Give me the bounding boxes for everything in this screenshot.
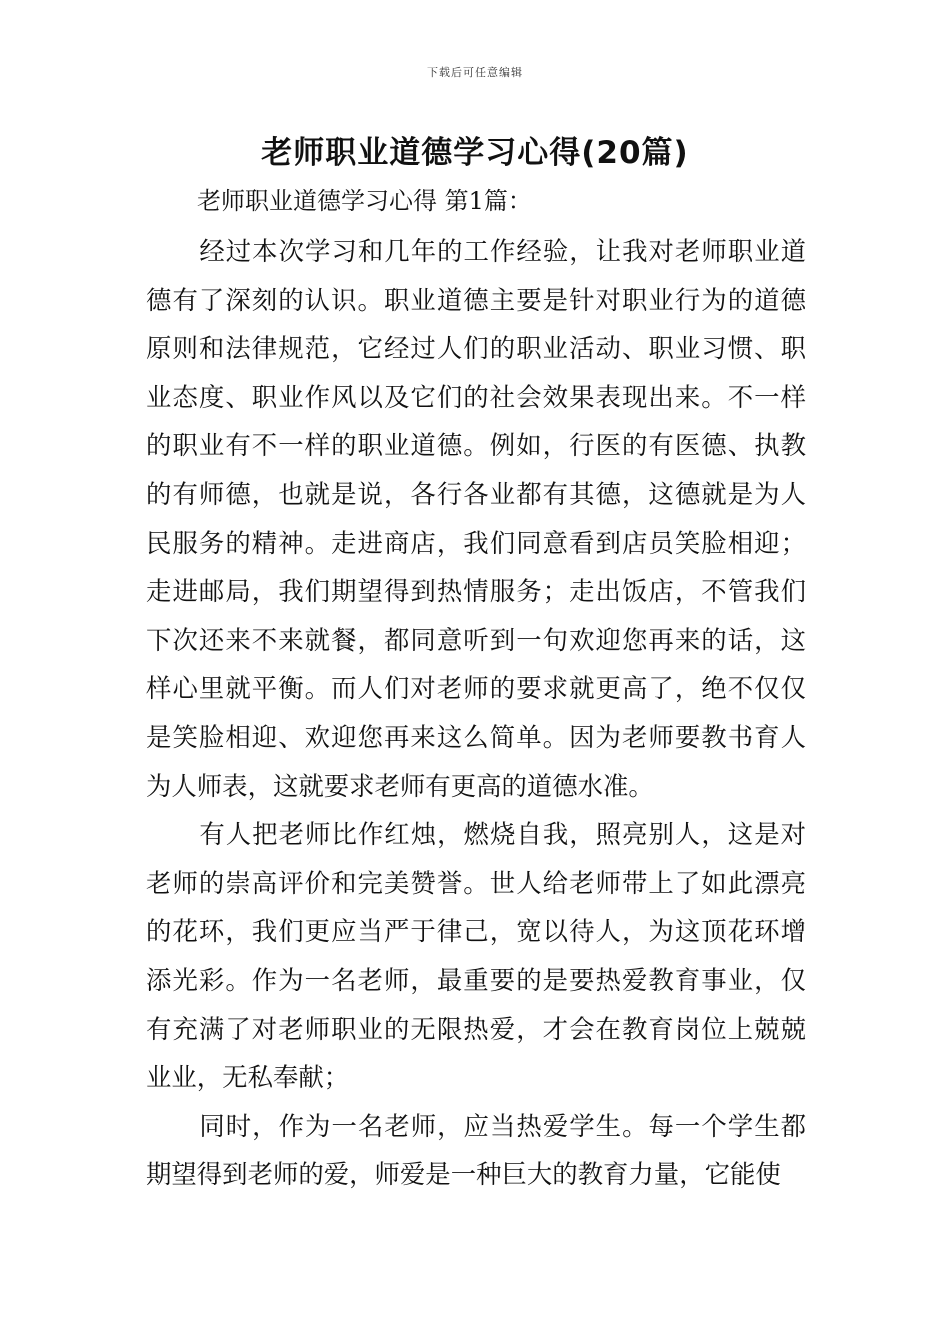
paragraph: 同时，作为一名老师，应当热爱学生。每一个学生都期望得到老师的爱，师爱是一种巨大的教育力量，它能使 <box>146 1110 806 1190</box>
paragraph: 经过本次学习和几年的工作经验，让我对老师职业道德有了深刻的认识。职业道德主要是针对职业行为的道德原则和法律规范，它经过人们的职业活动、职业习惯、职业态度、职业作风以及它们的社会效果表现出来。不一样的职业有不一样的职业道德。例如，行医的有医德、执教的有师德，也就是说，各行各业都有其德，这德就是为人民服务的精神。走进商店，我们同意看到店员笑脸相迎；走进邮局，我们期望得到热情服务；走出饭店，不管我们下次还来不来就餐，都同意听到一句欢迎您再来的话，这样心里就平衡。而人们对老师的要求就更高了，绝不仅仅是笑脸相迎、欢迎您再来这么简单。因为老师要教书育人为人师表，这就要求老师有更高的道德水准。 <box>146 236 806 801</box>
paragraph: 有人把老师比作红烛，燃烧自我，照亮别人，这是对老师的崇高评价和完美赞誉。世人给老师带上了如此漂亮的花环，我们更应当严于律己，宽以待人，为这顶花环增添光彩。作为一名老师，最重要的是要热爱教育事业，仅有充满了对老师职业的无限热爱，才会在教育岗位上兢兢业业，无私奉献； <box>146 819 806 1093</box>
document-title: 老师职业道德学习心得(20篇) <box>261 135 689 171</box>
section-subtitle: 老师职业道德学习心得 第1篇： <box>197 187 532 215</box>
body-text <box>146 227 806 1199</box>
header-note: 下载后可任意编辑 <box>427 66 523 79</box>
